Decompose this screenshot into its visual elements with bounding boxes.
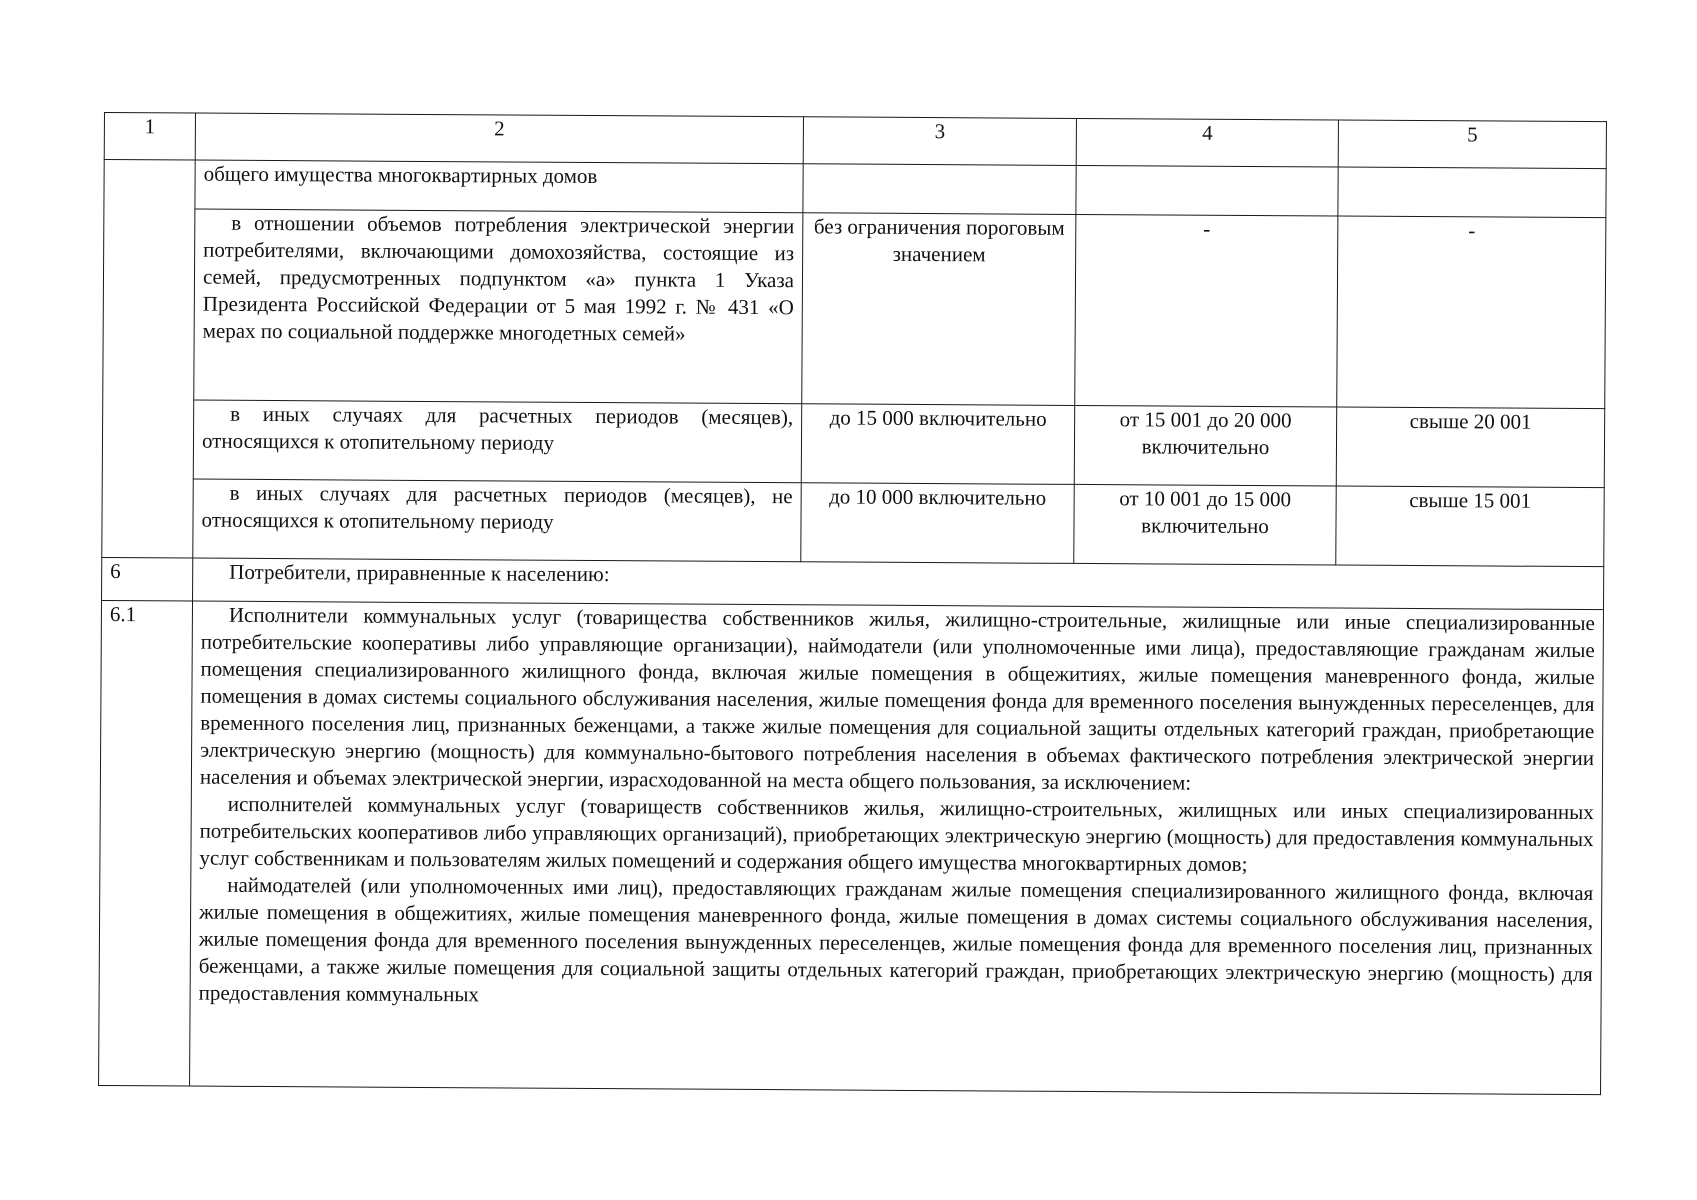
row-col5: свыше 20 001 [1336,407,1604,488]
table-row [102,399,1604,487]
row-text: в иных случаях для расчетных периодов (месяцев), относящихся к отопительному периоду [193,400,801,483]
row-col5 [1338,167,1606,218]
header-col-2: 2 [195,113,803,164]
header-col-1: 1 [104,113,195,161]
row-text: в иных случаях для расчетных периодов (месяцев), не относящихся к отопительному периоду [193,479,801,562]
row-col3 [803,164,1076,215]
section-number: 6.1 [99,600,193,1086]
tariff-table [98,112,1607,1095]
paragraph: наймодателей (или уполномоченных ими лиц), предоставляющих гражданам жилые помещения специализированного жилищного фонда, включая жилые помещения в общежитиях, жилые помещения маневренного фонда, жилые помещения в домах системы социального обслуживания населения, жилые помещения фонда для временного поселения вынужденных переселенцев, жилые помещения фонда для временного поселения лиц, признанных беженцами, а также жилые помещения для социальной защиты отдельных категорий граждан, приобретающих электрическую энергию (мощность) для предоставления коммунальных [198,872,1594,1007]
row-col4: от 10 001 до 15 000 включительно [1074,484,1336,565]
section-number: 6 [102,557,193,601]
row-text: в отношении объемов потребления электрической энергии потребителями, включающими домохозяйства, состоящие из семей, предусмотренных подпунктом «а» пункта 1 Указа Президента Российской Федерации от 5 мая 1992 г. № 431 «О мерах по социальной поддержке многодетных семей» [194,209,803,404]
paragraph: Исполнители коммунальных услуг (товарищества собственников жилья, жилищно-строительные, жилищные или иные специализированные потребительские кооперативы либо управляющие организации), наймодатели (или уполномоченные ими лица), предоставляющие гражданам жилые помещения специализированного жилищного фонда, включая жилые помещения в общежитиях, жилые помещения маневренного фонда, жилые помещения в домах системы социального обслуживания населения, жилые помещения фонда для временного поселения вынужденных переселенцев, для временного поселения лиц, признанных беженцами, а также жилые помещения для социальной защиты отдельных категорий граждан, приобретающие электрическую энергию (мощность) для коммунально-бытового потребления населения в объемах фактического потребления электрической энергии населения и объемах электрической энергии, израсходованной на места общего пользования, за исключением: [199,602,1595,795]
row-number-cell [102,160,195,559]
row-col3: до 10 000 включительно [801,483,1074,564]
row-col5: свыше 15 001 [1336,486,1604,567]
section-title: Потребители, приравненные к населению: [193,558,1604,610]
row-col5: - [1337,216,1606,409]
header-col-3: 3 [803,117,1076,166]
table-row [102,478,1604,566]
header-col-4: 4 [1076,118,1338,167]
paragraph: исполнителей коммунальных услуг (товариществ собственников жилья, жилищно-строительных, жилищных или иных специализированных потребительских кооперативов либо управляющих организаций), приобретающих электрическую энергию (мощность) для предоставления коммунальных услуг собственникам и пользователям жилых помещений и содержания общего имущества многоквартирных домов; [199,791,1594,876]
row-text: общего имущества многоквартирных домов [195,160,803,213]
header-col-5: 5 [1338,120,1606,169]
table-row [103,209,1606,409]
row-col4: от 15 001 до 20 000 включительно [1074,405,1336,486]
row-col3: без ограничения пороговым значением [802,213,1076,406]
section-row [99,600,1604,1094]
row-col3: до 15 000 включительно [801,404,1074,485]
row-col4: - [1075,214,1338,407]
row-col4 [1076,165,1338,216]
section-body [190,601,1604,1095]
